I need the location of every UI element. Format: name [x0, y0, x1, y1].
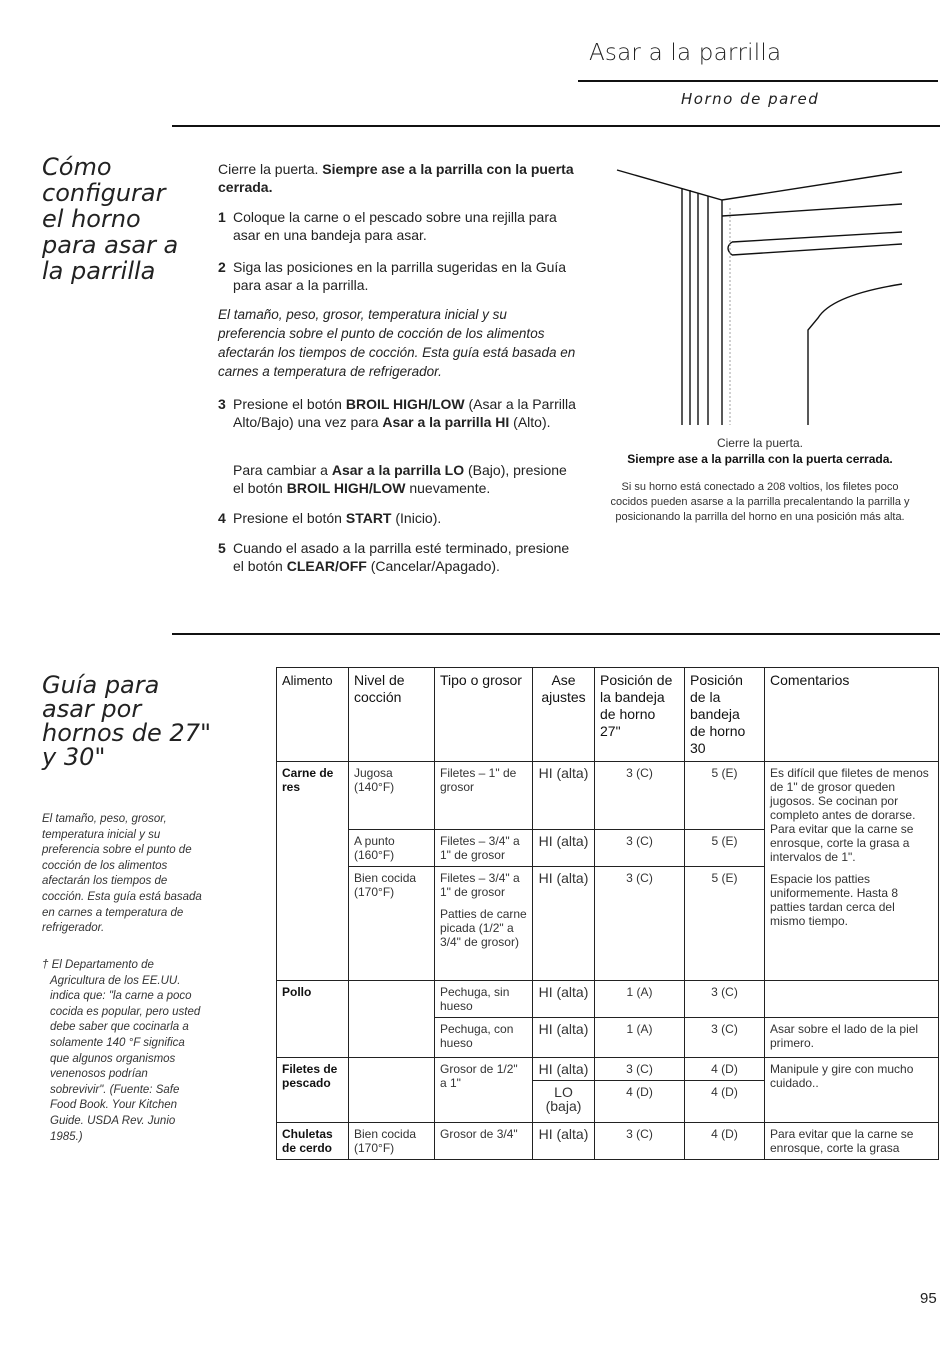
table-cell: HI (alta)	[533, 762, 595, 830]
intro-text: Cierre la puerta. Siempre ase a la parrilla con la puerta cerrada.	[218, 161, 574, 195]
table-cell: HI (alta)	[533, 830, 595, 867]
table-cell: Filetes – 3/4" a 1" de grosor	[435, 830, 533, 867]
food-cell: Filetes de pescado	[277, 1058, 349, 1123]
column-header: Posición de la bandeja de horno 27"	[595, 668, 685, 762]
table-cell: HI (alta)	[533, 867, 595, 981]
step-3-continued: Para cambiar a Asar a la parrilla LO (Bajo), presione el botón BROIL HIGH/LOW nuevamente.	[233, 462, 567, 496]
table-cell: Bien cocida (170°F)	[349, 867, 435, 981]
table-cell: HI (alta)	[533, 1018, 595, 1058]
table-cell: 4 (D)	[595, 1081, 685, 1123]
step-3: 3 Presione el botón BROIL HIGH/LOW (Asar a la Parrilla Alto/Bajo) una vez para Asar a la parrilla HI (Alto).	[218, 396, 576, 430]
table-cell: Grosor de 1/2" a 1"	[435, 1058, 533, 1123]
food-cell: Chuletas de cerdo	[277, 1123, 349, 1160]
section-heading: Guía para asar por hornos de 27" y 30"	[42, 671, 211, 771]
table-cell: 4 (D)	[685, 1123, 765, 1160]
step-2: 2 Siga las posiciones en la parrilla sugeridas en la Guía para asar a la parrilla.	[218, 259, 567, 293]
column-header: Tipo o grosor	[435, 668, 533, 762]
table-cell: LO (baja)	[533, 1081, 595, 1123]
section-heading: Cómo configurar el horno para asar a la parrilla	[42, 153, 179, 285]
column-header: Comentarios	[765, 668, 939, 762]
table-cell: Pechuga, sin hueso	[435, 981, 533, 1018]
table-cell	[349, 981, 435, 1058]
step-5: 5 Cuando el asado a la parrilla esté terminado, presione el botón CLEAR/OFF (Cancelar/Apagado).	[218, 540, 570, 574]
table-cell: HI (alta)	[533, 981, 595, 1018]
table-cell: Pechuga, con hueso	[435, 1018, 533, 1058]
table-cell: A punto (160°F)	[349, 830, 435, 867]
comment-cell	[765, 981, 939, 1018]
table-cell: 3 (C)	[595, 867, 685, 981]
table-cell: 3 (C)	[595, 830, 685, 867]
table-cell: 3 (C)	[595, 762, 685, 830]
illustration-caption-bold: Siempre ase a la parrilla con la puerta cerrada.	[627, 452, 893, 466]
table-cell: Filetes – 3/4" a 1" de grosor Patties de carne picada (1/2" a 3/4" de grosor)	[435, 867, 533, 981]
column-header: Posición de la bandeja de horno 30	[685, 668, 765, 762]
section-divider	[172, 125, 940, 127]
comment-cell: Es difícil que filetes de menos de 1" de grosor queden jugosos. Se cocinan por completo antes de dorarse. Para evitar que la carne se enrosque, corte la grasa a intervalos de 1". Espacie los patties uniformemente. Hasta 8 patties tardan cerca del mismo tiempo.	[765, 762, 939, 981]
table-cell: Jugosa (140°F)	[349, 762, 435, 830]
step-4: 4 Presione el botón START (Inicio).	[218, 510, 442, 526]
comment-cell: Asar sobre el lado de la piel primero.	[765, 1018, 939, 1058]
voltage-note: Si su horno está conectado a 208 voltios, los filetes poco cocidos pueden asarse a la parrilla precalentando la parrilla y posicionando la parrilla del horno en una posición más alta.	[610, 481, 910, 523]
table-cell: 4 (D)	[685, 1058, 765, 1081]
table-cell: Grosor de 3/4"	[435, 1123, 533, 1160]
table-cell: 3 (C)	[685, 1018, 765, 1058]
food-cell: Carne de res	[277, 762, 349, 981]
illustration-caption: Cierre la puerta.	[716, 436, 804, 450]
cooking-note: El tamaño, peso, grosor, temperatura inicial y su preferencia sobre el punto de cocción de los alimentos afectarán los tiempos de cocción. Esta guía está basada en carnes a temperatura de refrigerador.	[218, 307, 576, 379]
oven-door-illustration	[612, 160, 912, 430]
table-cell: HI (alta)	[533, 1058, 595, 1081]
table-cell: 5 (E)	[685, 762, 765, 830]
table-cell: 3 (C)	[595, 1058, 685, 1081]
table-cell	[349, 1058, 435, 1123]
usda-note: † El Departamento de Agricultura de los EE.UU. indica que: "la carne a poco cocida es popular, pero usted debe saber que cocinarla a solamente 140 °F significa que algunos organismos venenosos podrían sobrevivir". (Fuente: Safe Food Book. Your Kitchen Guide. USDA Rev. Junio 1985.)	[42, 959, 201, 1143]
column-header: Ase ajustes	[533, 668, 595, 762]
table-cell: 5 (E)	[685, 830, 765, 867]
table-row	[277, 1123, 939, 1160]
table-cell: 3 (C)	[685, 981, 765, 1018]
table-cell: HI (alta)	[533, 1123, 595, 1160]
table-row	[277, 762, 939, 830]
table-cell: 1 (A)	[595, 981, 685, 1018]
header-rule	[578, 80, 938, 82]
page-number: 95	[920, 1290, 937, 1307]
column-header: Nivel de cocción	[349, 668, 435, 762]
table-cell: 5 (E)	[685, 867, 765, 981]
column-header: Alimento	[277, 668, 349, 762]
table-header-row	[277, 668, 939, 762]
table-cell: Filetes – 1" de grosor	[435, 762, 533, 830]
page-subtitle: Horno de pared	[681, 90, 820, 108]
step-1: 1 Coloque la carne o el pescado sobre una rejilla para asar en una bandeja para asar.	[218, 209, 557, 243]
table-cell: 3 (C)	[595, 1123, 685, 1160]
table-cell: 4 (D)	[685, 1081, 765, 1123]
table-cell: 1 (A)	[595, 1018, 685, 1058]
table-row	[277, 1058, 939, 1081]
page-title: Asar a la parrilla	[589, 40, 782, 66]
food-cell: Pollo	[277, 981, 349, 1058]
guide-note: El tamaño, peso, grosor, temperatura inicial y su preferencia sobre el punto de cocción de los alimentos afectarán los tiempos de cocción. Esta guía está basada en carnes a temperatura de refrigerador.	[42, 813, 202, 935]
comment-cell: Para evitar que la carne se enrosque, corte la grasa	[765, 1123, 939, 1160]
broil-guide-table	[276, 667, 939, 1160]
table-cell: Bien cocida (170°F)	[349, 1123, 435, 1160]
section-divider	[172, 633, 940, 635]
comment-cell: Manipule y gire con mucho cuidado..	[765, 1058, 939, 1123]
table-row	[277, 981, 939, 1018]
